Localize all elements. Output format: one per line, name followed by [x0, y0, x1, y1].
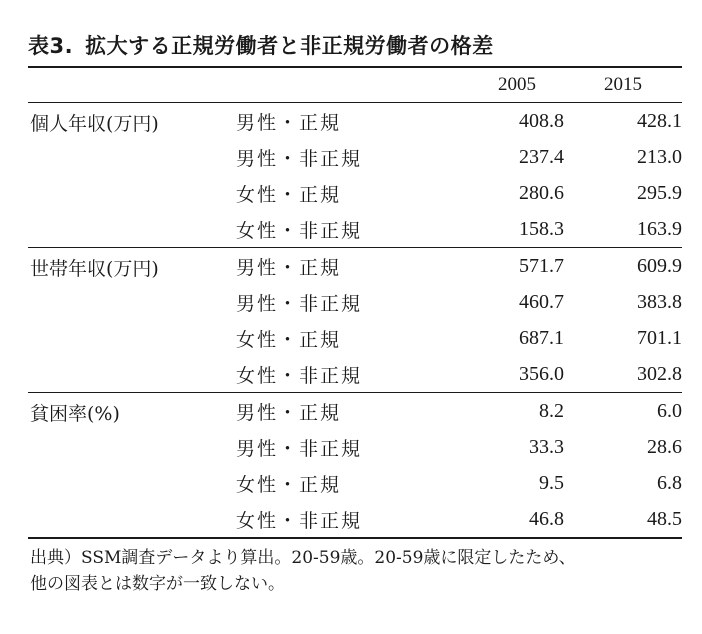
- value-2015: 28.6: [647, 435, 682, 458]
- value-2015: 6.0: [657, 399, 682, 422]
- value-2005: 33.3: [529, 435, 564, 458]
- value-2005: 280.6: [519, 181, 564, 204]
- row-category: 女性・正規: [236, 328, 342, 351]
- source-note-line: 出典）SSM調査データより算出。20-59歳。20-59歳に限定したため、: [30, 548, 576, 568]
- value-2005: 158.3: [519, 217, 564, 240]
- row-category: 女性・正規: [236, 183, 342, 206]
- value-2015: 609.9: [637, 254, 682, 277]
- source-note: [28, 545, 682, 597]
- table-row: [28, 393, 682, 430]
- value-2005: 460.7: [519, 290, 564, 313]
- value-2005: 571.7: [519, 254, 564, 277]
- header-cell-2005: 2005: [498, 74, 536, 95]
- table-row: [28, 248, 682, 285]
- section-label: 貧困率(%): [30, 403, 120, 425]
- value-2015: 48.5: [647, 507, 682, 530]
- row-category: 女性・非正規: [236, 219, 363, 242]
- row-category: 女性・非正規: [236, 509, 363, 532]
- section-poverty-rate: [28, 393, 682, 539]
- table-number: 表3.: [28, 34, 74, 58]
- value-2005: 687.1: [519, 326, 564, 349]
- value-2015: 302.8: [637, 362, 682, 385]
- row-category: 男性・正規: [236, 111, 342, 134]
- row-category: 男性・正規: [236, 256, 342, 279]
- section-household-income: [28, 248, 682, 393]
- value-2015: 383.8: [637, 290, 682, 313]
- header-cell-category: [228, 67, 450, 103]
- value-2015: 701.1: [637, 326, 682, 349]
- document: [28, 26, 682, 597]
- source-note-line: 他の図表とは数字が一致しない。: [30, 574, 285, 594]
- value-2005: 9.5: [539, 471, 564, 494]
- header-cell-group: [28, 67, 228, 103]
- row-category: 男性・非正規: [236, 147, 363, 170]
- table-row: [28, 103, 682, 140]
- data-table: [28, 66, 682, 539]
- value-2015: 428.1: [637, 109, 682, 132]
- section-personal-income: [28, 103, 682, 248]
- section-label: 個人年収(万円): [30, 113, 159, 135]
- value-2015: 163.9: [637, 217, 682, 240]
- value-2005: 237.4: [519, 145, 564, 168]
- value-2005: 46.8: [529, 507, 564, 530]
- value-2005: 8.2: [539, 399, 564, 422]
- header-cell-2015: 2015: [604, 74, 642, 95]
- value-2015: 213.0: [637, 145, 682, 168]
- value-2015: 295.9: [637, 181, 682, 204]
- row-category: 男性・非正規: [236, 292, 363, 315]
- row-category: 女性・非正規: [236, 364, 363, 387]
- table-title-text: 拡大する正規労働者と非正規労働者の格差: [85, 34, 494, 58]
- row-category: 男性・非正規: [236, 437, 363, 460]
- section-label: 世帯年収(万円): [30, 258, 159, 280]
- value-2005: 408.8: [519, 109, 564, 132]
- header-row: [28, 67, 682, 103]
- value-2015: 6.8: [657, 471, 682, 494]
- table-title: [28, 26, 682, 66]
- value-2005: 356.0: [519, 362, 564, 385]
- row-category: 女性・正規: [236, 473, 342, 496]
- row-category: 男性・正規: [236, 401, 342, 424]
